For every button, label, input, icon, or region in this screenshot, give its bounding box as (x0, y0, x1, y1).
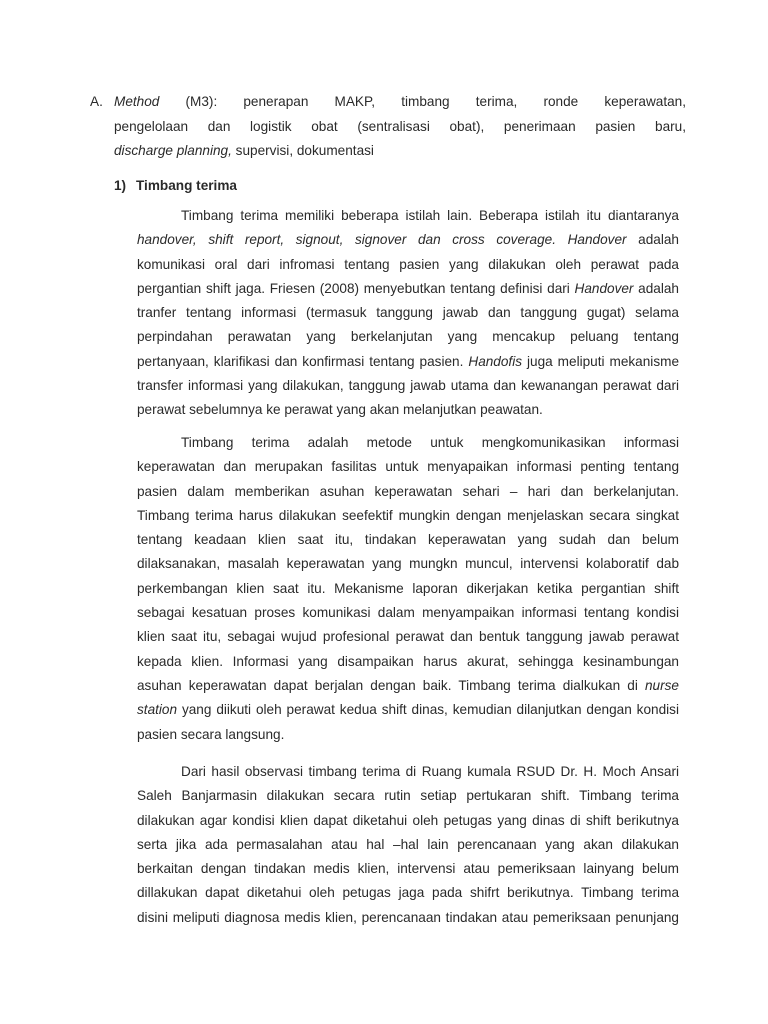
text-run: yang diikuti oleh perawat kedua shift dinas, kemudian dilanjutkan dengan kondisi (177, 702, 679, 718)
section-a-line (114, 139, 686, 164)
text-line (137, 674, 679, 698)
italic-term: discharge planning, (114, 143, 232, 158)
section-a (90, 90, 686, 164)
paragraph-2 (137, 431, 679, 747)
paragraph-1 (137, 204, 679, 423)
text-line: Saleh Banjarmasin dilakukan secara rutin setiap pertukaran shift. Timbang terima (137, 788, 679, 804)
section-a-text (114, 90, 686, 164)
italic-term: Handover (574, 280, 634, 296)
section-a-line (114, 90, 686, 115)
text-line: serta jika ada permasalahan atau hal –hal lain perencanaan yang akan dilakukan (137, 836, 679, 852)
text-line: sebagai kesatuan proses komunikasi dalam menyampaikan informasi tentang kondisi (137, 605, 679, 621)
text-line: dillakukan dapat diketahui oleh petugas jaga pada shifrt berikutnya. Timbang terima (137, 885, 679, 901)
text-line (137, 698, 679, 722)
text-line: transfer informasi yang dilakukan, tanggung jawab utama dan kewanangan perawat dari (137, 378, 679, 394)
text-line (137, 228, 679, 252)
italic-term: Handofis (468, 353, 523, 369)
subsection-heading (114, 176, 237, 196)
text-line (137, 350, 679, 374)
text-line: keperawatan dan merupakan fasilitas untuk menyapaikan informasi penting tentang (137, 459, 679, 475)
text-run: pergantian shift jaga. Friesen (2008) menyebutkan tentang definisi dari (137, 280, 575, 296)
text-line: Timbang terima memiliki beberapa istilah lain. Beberapa istilah itu diantaranya (181, 208, 679, 223)
section-marker: A. (90, 94, 103, 109)
text-run: juga meliputi mekanisme (522, 353, 680, 369)
italic-term: station (137, 702, 178, 718)
text-run: asuhan keperawatan dapat berjalan dengan baik. Timbang terima dialkukan di (137, 677, 645, 693)
text-line: perawat sebelumnya ke perawat yang akan melanjutkan peawatan. (137, 402, 543, 418)
text-line: tentang keadaan klien saat itu, tindakan keperawatan yang sudah dan belum (137, 532, 679, 548)
text-run: adalah (626, 232, 679, 248)
italic-term: Method (114, 94, 160, 109)
text-line: komunikasi oral dari infromasi tentang pasien yang dilakukan oleh perawat pada (137, 256, 679, 272)
text-line: Timbang terima adalah metode untuk mengkomunikasikan informasi (181, 435, 679, 450)
italic-term: handover, shift report, signout, signover dan cross coverage. Handover (137, 232, 627, 248)
heading-title: Timbang terima (136, 178, 237, 193)
text-line: tranfer tentang informasi (termasuk tanggung jawab dan tanggung gugat) selama (137, 305, 679, 321)
text-line: pasien dalam memberikan asuhan keperawatan sehari – hari dan berkelanjutan. (137, 483, 679, 499)
text-run: (M3): penerapan MAKP, timbang terima, ronde keperawatan, (159, 94, 686, 109)
text-line: perpindahan perawatan yang berkelanjutan yang mencakup peluang tentang (137, 329, 679, 345)
text-line: Timbang terima harus dilakukan seefektif mungkin dengan menjelaskan secara singkat (137, 507, 679, 523)
paragraph-3 (137, 760, 679, 930)
heading-number: 1) (114, 178, 127, 193)
text-run: adalah (633, 280, 679, 296)
text-line: pasien secara langsung. (137, 726, 285, 742)
text-line: kepada klien. Informasi yang disampaikan harus akurat, sehingga kesinambungan (137, 653, 679, 669)
text-line (137, 277, 679, 301)
text-line: berkaitan dengan tindakan medis klien, intervensi atau pemeriksaan lainyang belum (137, 861, 679, 877)
text-line: dilakukan agar kondisi klien dapat diketahui oleh petugas yang dinas di shift berikutnya (137, 812, 679, 828)
text-line: disini meliputi diagnosa medis klien, perencanaan tindakan atau pemeriksaan penunjang (137, 909, 679, 925)
section-a-line: pengelolaan dan logistik obat (sentralisasi obat), penerimaan pasien baru, (114, 118, 686, 134)
text-line: dilaksanakan, masalah keperawatan yang mungkn muncul, intervensi kolaboratif dab (137, 556, 679, 572)
italic-term: nurse (644, 677, 679, 693)
text-run: pertanyaan, klarifikasi dan konfirmasi tentang pasien. (137, 353, 469, 369)
text-line: perkembangan klien saat itu. Mekanisme laporan dikerjakan ketika pergantian shift (137, 580, 679, 596)
text-line: Dari hasil observasi timbang terima di Ruang kumala RSUD Dr. H. Moch Ansari (181, 764, 679, 779)
text-run: supervisi, dokumentasi (231, 143, 374, 158)
text-line: klien saat itu, sebagai wujud profesional perawat dan bentuk tanggung jawab perawat (137, 629, 679, 645)
